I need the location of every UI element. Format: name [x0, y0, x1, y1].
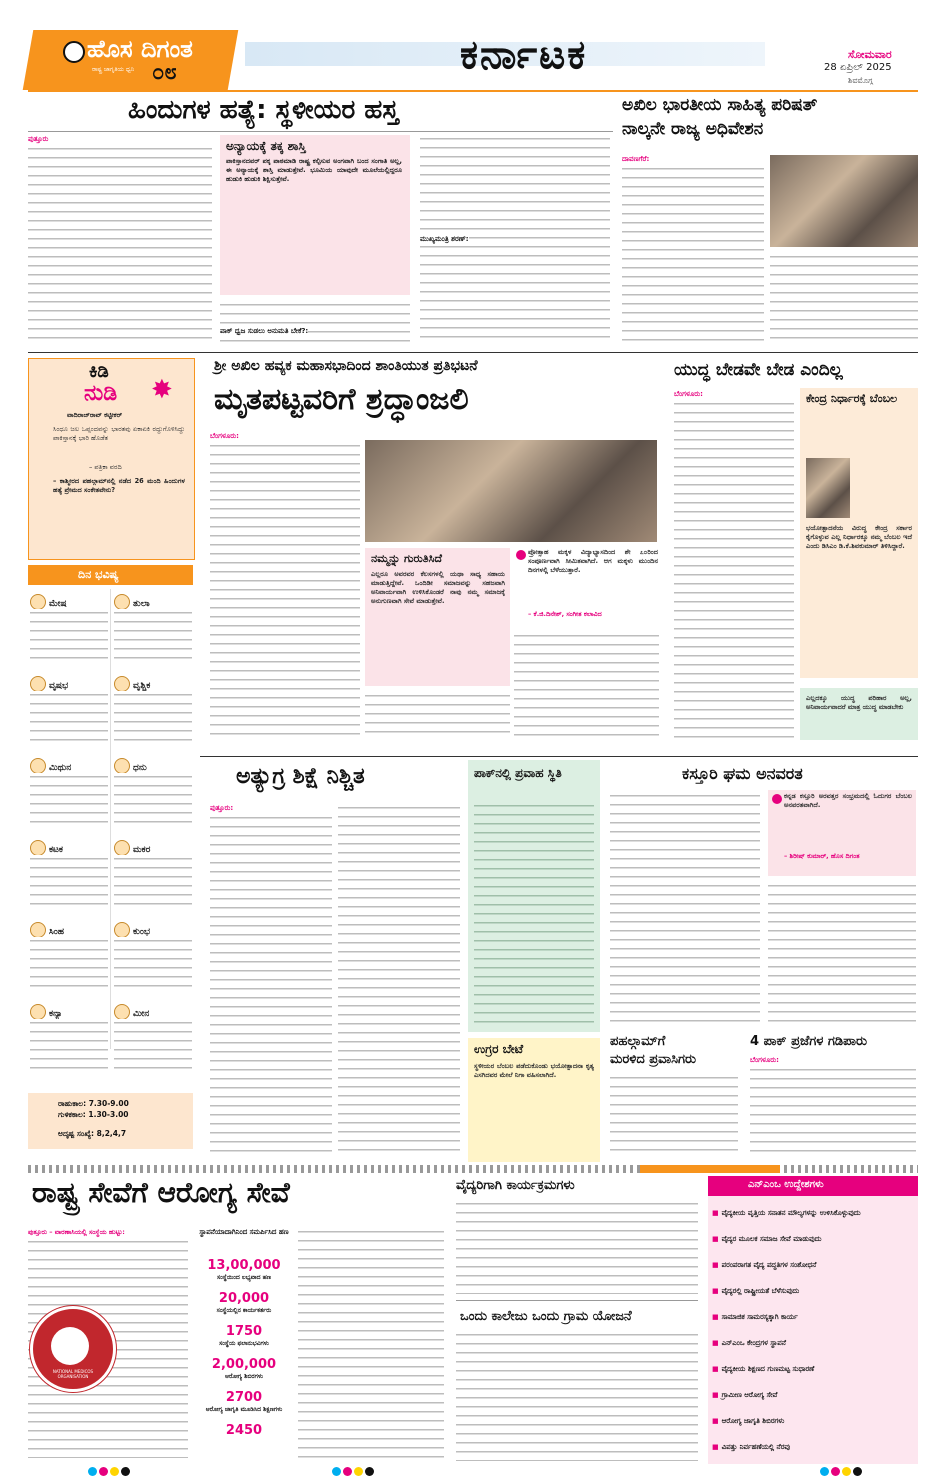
zodiac-icon — [30, 1004, 46, 1020]
row-divider-2 — [200, 756, 918, 757]
health-story — [28, 1176, 446, 1464]
village-title: ಒಂದು ಕಾಲೇಜು ಒಂದು ಗ್ರಾಮ ಯೋಜನೆ — [460, 1309, 632, 1324]
punishment-col-2 — [338, 804, 460, 1154]
zodiac-icon — [30, 840, 46, 856]
horoscope-times-box — [28, 1093, 193, 1149]
tribute-photo — [365, 440, 657, 542]
war-box-title: ಕೇಂದ್ರ ನಿರ್ಧಾರಕ್ಕೆ ಬೆಂಬಲ — [806, 392, 898, 405]
zodiac-icon — [30, 676, 46, 692]
horoscope-header — [28, 565, 193, 585]
stat-value: 2700 — [225, 1390, 263, 1405]
bullet-icon: ■ — [712, 1287, 719, 1295]
bullet-icon: ■ — [712, 1443, 719, 1451]
horoscope-sign — [30, 919, 108, 997]
logo-emblem-icon — [63, 41, 85, 63]
zodiac-icon — [114, 1004, 130, 1020]
yellow-dot-icon — [842, 1467, 851, 1476]
nmo-item — [712, 1330, 914, 1349]
lead-headline-rule — [28, 131, 613, 132]
kidi-punch: – ಕಾಶ್ಮೀರದ ಪಹಲ್ಗಾಮ್‌ನಲ್ಲಿ ನಡೆದ 26 ಮಂದಿ ಹಿಂದುಗಳ ಹತ್ಯೆ ಪ್ರೇಮದ ಸಂಕೇತವೇನು? — [53, 477, 185, 494]
horoscope-sign-label: ಕನ್ಯಾ — [49, 1009, 63, 1019]
kasturi-story — [606, 760, 918, 1030]
tourists-text — [610, 1074, 738, 1158]
logo-text: ಹೊಸ ದಿಗಂತ — [87, 35, 193, 63]
horoscope-text — [114, 937, 192, 993]
tourists-story — [606, 1034, 740, 1162]
row-divider-1 — [28, 352, 918, 353]
ugra-title: ಉಗ್ರರ ಬೇಟೆ — [474, 1042, 524, 1056]
parishat-byline: ದಾವಣಗೆರೆ: — [622, 155, 650, 163]
four-pak-text — [750, 1066, 916, 1158]
day: ಸೋಮವಾರ — [848, 48, 892, 61]
tribute-col-1 — [210, 442, 360, 740]
war-box-text: ಭಯೋತ್ಪಾದನೆಯ ವಿರುದ್ಧ ಕೇಂದ್ರ ಸರ್ಕಾರ ಕೈಗೊಳ್ಳುವ ಎಲ್ಲ ನಿರ್ಧಾರಕ್ಕೂ ನಮ್ಮ ಬೆಂಬಲ ಇದೆ ಎಂದು ಡಿಸಿಎಂ ಡಿ.ಕೆ.ಶಿವಕುಮಾರ್ ತಿಳಿಸಿದ್ದಾರೆ. — [806, 524, 912, 550]
divider-accent-orange — [640, 1165, 780, 1173]
lead-col-2 — [220, 301, 410, 345]
stat-label: ಆರೋಗ್ಯ ಶಿಬಿರಗಳು — [225, 1373, 263, 1380]
horoscope-sign-label: ಧನು — [133, 763, 147, 773]
bullet-icon: ■ — [712, 1339, 719, 1347]
stat-value: 1750 — [225, 1324, 263, 1339]
tribute-kicker: ಶ್ರೀ ಅಖಿಲ ಹವ್ಯಕ ಮಹಾಸಭಾದಿಂದ ಶಾಂತಿಯುತ ಪ್ರತಿಭಟನೆ — [214, 358, 478, 374]
horoscope-sign — [30, 837, 108, 915]
tribute-quote2-text: ಪ್ರೋತ್ಸಾಹ ಮಕ್ಕಳ ವಿದ್ಯಾಭ್ಯಾಸದಿಂದ ಶೇ ೭೦ರಿಂದ ಸಂಪೂರ್ಣವಾಗಿ ಸೀಮಿತವಾಗಿದೆ. ಆಗ ಮಕ್ಕಳು ಮುಂದಿನ ದಿನಗಳಲ್ಲಿ ಬೆಳೆಯುತ್ತಾರೆ. — [528, 548, 658, 574]
four-pak-headline: 4 ಪಾಕ್ ಪ್ರಜೆಗಳ ಗಡಿಪಾರು — [750, 1034, 868, 1049]
horoscope-text — [114, 1019, 192, 1075]
horoscope-sign-label: ಕುಂಭ — [133, 927, 151, 937]
war-note — [800, 688, 918, 740]
magenta-dot-icon — [343, 1467, 352, 1476]
horoscope-sign — [30, 673, 108, 751]
horoscope-sign — [114, 919, 192, 997]
logo-tagline: ರಾಷ್ಟ್ರ ಜಾಗೃತಿಯ ಧ್ವನಿ — [92, 66, 135, 73]
horoscope-text — [114, 609, 192, 665]
lead-subhead-1: ಮುಖ್ಯಮಂತ್ರಿ ಶರಣ್: — [420, 235, 469, 243]
nmo-item — [712, 1226, 914, 1245]
health-col-3 — [298, 1228, 444, 1458]
spark-icon: ✸ — [151, 375, 173, 405]
bullet-icon: ■ — [712, 1365, 719, 1373]
nmo-title: ಎನ್‌ಎಂಒ ಉದ್ದೇಶಗಳು — [748, 1179, 824, 1190]
nmo-logo-text: NATIONAL MEDICOS ORGANISATION — [52, 1369, 94, 1379]
nmo-box — [708, 1176, 918, 1464]
horoscope-text — [30, 691, 108, 747]
tribute-col-3 — [514, 632, 659, 740]
nmo-item-text: ಎನ್‌ಎಂಒ ಕೇಂದ್ರಗಳ ಸ್ಥಾಪನೆ — [721, 1339, 786, 1347]
horoscope-text — [114, 855, 192, 911]
kidi-text: ಸಿಂಧೂ ಜಲ ಒಪ್ಪಂದವನ್ನು ಭಾರತವು ಏಕಾಏಕಿ ರದ್ದುಗೊಳಿಸಿದ್ದು ಪಾಕಿಸ್ತಾನಕ್ಕೆ ಭಾರಿ ಹೊಡೆತ — [53, 425, 185, 442]
tribute-quote2-box — [514, 548, 659, 626]
programs-title: ವೈದ್ಯರಿಗಾಗಿ ಕಾರ್ಯಕ್ರಮಗಳು — [456, 1178, 575, 1193]
kidi-author: ವಾದಿರಾಜ್‌ರಾವ್ ಕಟ್ಟೀಕರ್ — [67, 411, 123, 419]
zodiac-icon — [30, 758, 46, 774]
four-pak-story — [746, 1034, 918, 1162]
tribute-quote2-author: – ಕೆ.ಜಿ.ದಿನೇಶ್, ಸಂಗೀತ ಕಲಾವಿದ — [528, 610, 602, 618]
stat-label: ಆರೋಗ್ಯ ಜಾಗೃತಿ ಮೂಡಿಸಿದ ಶಿಕ್ಷಣಗಳು — [205, 1406, 283, 1413]
masthead — [0, 0, 945, 92]
kasturi-quote-author: – ಶಿರೀಷ್ ಕುಮಾರ್, ಹೊಸ ದಿಗಂತ — [784, 852, 860, 860]
war-col-1 — [674, 400, 794, 740]
village-text — [456, 1331, 698, 1461]
nmo-list — [712, 1200, 914, 1462]
stat-value: 2450 — [225, 1423, 263, 1438]
tribute-quote-box — [365, 548, 510, 686]
lead-col-1 — [28, 145, 212, 345]
zodiac-icon — [114, 922, 130, 938]
pak-flood-text — [474, 802, 594, 1024]
health-stats — [194, 1228, 294, 1460]
parishat-headline-1: ಅಖಿಲ ಭಾರತೀಯ ಸಾಹಿತ್ಯ ಪರಿಷತ್ — [622, 95, 818, 115]
bullet-icon: ■ — [712, 1261, 719, 1269]
war-headline: ಯುದ್ಧ ಬೇಡವೇ ಬೇಡ ಎಂದಿಲ್ಲ — [674, 360, 843, 380]
ugra-box — [468, 1038, 600, 1162]
horoscope-sign-label: ವೃಶ್ಚಿಕ — [133, 681, 151, 691]
tribute-quote-text: ಎಲ್ಲರೂ ಅವರವರ ಕೆಲಸಗಳಲ್ಲಿ ಯಥಾ ಸಾಧ್ಯ ಸಹಾಯ ಮಾಡುತ್ತಿದ್ದೇವೆ. ಒಂದಿಡೀ ಸಮಾಜವನ್ನು ಸಹಜವಾಗಿ ಅನಿವಾರ್ಯವಾಗಿ ಉಳಿಸಿಕೊಂಡರೆ ನಾವು ನಮ್ಮ ಸಮಾಜಕ್ಕೆ ಅನುಗುಣವಾಗಿ ಸೇವೆ ಮಾಡುತ್ತೇವೆ. — [371, 570, 505, 605]
programs-text — [456, 1200, 698, 1294]
punishment-story — [200, 760, 462, 1162]
section-divider-bar — [28, 1165, 918, 1173]
magenta-dot-icon — [99, 1467, 108, 1476]
section-title: ಕರ್ನಾಟಕ — [460, 32, 588, 78]
yellow-dot-icon — [354, 1467, 363, 1476]
parishat-headline-2: ನಾಲ್ಕನೇ ರಾಜ್ಯ ಅಧಿವೇಶನ — [622, 119, 764, 139]
nmo-item — [712, 1278, 914, 1297]
black-dot-icon — [121, 1467, 130, 1476]
horoscope-sign — [114, 1001, 192, 1079]
village-box — [456, 1300, 698, 1465]
programs-story — [452, 1176, 702, 1464]
nmo-item-text: ವೈದ್ಯರಲ್ಲಿ ರಾಷ್ಟ್ರೀಯತೆ ಬೆಳೆಸುವುದು — [721, 1287, 800, 1295]
horoscope-text — [114, 691, 192, 747]
tribute-col-2 — [365, 692, 510, 740]
war-box — [800, 388, 918, 678]
war-story — [670, 358, 918, 750]
stat-value: 2,00,000 — [211, 1357, 277, 1372]
zodiac-icon — [114, 594, 130, 610]
lead-quote-box — [220, 135, 410, 295]
kasturi-headline: ಕಸ್ತೂರಿ ಘಮ ಅನವರತ — [682, 764, 803, 783]
tribute-headline: ಮೃತಪಟ್ಟವರಿಗೆ ಶ್ರದ್ಧಾಂಜಲಿ — [214, 382, 469, 417]
nmo-item — [712, 1408, 914, 1427]
nmo-item — [712, 1382, 914, 1401]
lead-story — [28, 95, 613, 350]
masthead-rule — [28, 90, 918, 92]
pak-flood-box — [468, 760, 600, 1032]
horoscope-sign-label: ಕಟಕ — [49, 845, 63, 855]
nmo-item — [712, 1304, 914, 1323]
zodiac-icon — [114, 840, 130, 856]
nmo-header — [708, 1176, 918, 1196]
nmo-item-text: ವಿಪತ್ತು ನಿರ್ವಹಣೆಯಲ್ಲಿ ನೆರವು — [721, 1443, 791, 1451]
bullet-icon: ■ — [712, 1209, 719, 1217]
kidi-subtext: – ಪತ್ರಿಕಾ ವರದಿ — [89, 463, 122, 471]
nmo-item-text: ಪರಂಪರಾಗತ ವೈದ್ಯ ಪದ್ಧತಿಗಳ ಸಂಶೋಧನೆ — [721, 1261, 817, 1269]
nmo-item — [712, 1252, 914, 1271]
zodiac-icon — [114, 758, 130, 774]
bullet-icon: ■ — [712, 1235, 719, 1243]
nmo-item-text: ವೈದ್ಯರ ಮೂಲಕ ಸಮಾಜ ಸೇವೆ ಮಾಡುವುದು — [721, 1235, 822, 1243]
horoscope-sign — [30, 755, 108, 833]
horoscope-sign-label: ಮೇಷ — [49, 599, 67, 609]
war-box-photo — [806, 458, 850, 518]
nmo-item-text: ವೈದ್ಯಕೀಯ ವೃತ್ತಿಯ ಸನಾತನ ಮೌಲ್ಯಗಳನ್ನು ಉಳಿಸಿಕೊಳ್ಳುವುದು — [721, 1209, 861, 1217]
lead-subhead-2: ಪಾಕ್ ಧ್ವಜ ಸುಡಲು ಅನುಮತಿ ಬೇಕೆ?: — [220, 327, 309, 335]
lead-quote-title: ಅನ್ಯಾಯಕ್ಕೆ ತಕ್ಕ ಶಾಸ್ತಿ — [226, 139, 306, 153]
gulika-kala: ಗುಳಿಕಕಾಲ: 1.30-3.00 — [58, 1110, 129, 1119]
nmo-logo — [30, 1306, 116, 1392]
kasturi-quote-box — [768, 790, 916, 876]
horoscope-sign — [114, 837, 192, 915]
horoscope-text — [30, 855, 108, 911]
punishment-headline: ಅತ್ಯುಗ್ರ ಶಿಕ್ಷೆ ನಿಶ್ಚಿತ — [236, 764, 365, 789]
kasturi-quote-text: ಕನ್ನಡ ಕಸ್ತೂರಿ ಅರವತ್ತರ ಸಂಭ್ರಮದಲ್ಲಿ ಓದುಗರ ಬೆಂಬಲ ಅನವರತವಾಗಿದೆ. — [784, 792, 912, 809]
horoscope-text — [114, 773, 192, 829]
tourists-headline-1: ಪಹಲ್ಗಾಮ್‌ಗೆ — [610, 1034, 666, 1049]
zodiac-icon — [30, 922, 46, 938]
nmo-item-text: ಆರೋಗ್ಯ ಜಾಗೃತಿ ಶಿಬಿರಗಳು — [721, 1417, 785, 1425]
horoscope-sign-label: ವೃಷಭ — [49, 681, 69, 691]
yellow-dot-icon — [110, 1467, 119, 1476]
zodiac-icon — [114, 676, 130, 692]
logo — [55, 33, 235, 67]
health-headline: ರಾಷ್ಟ್ರ ಸೇವೆಗೆ ಆರೋಗ್ಯ ಸೇವೆ — [32, 1176, 290, 1209]
city: ಶಿವಮೊಗ್ಗ — [848, 76, 873, 85]
health-byline: ಪುತ್ತೂರು – ವಾರಣಾಸಿಯಲ್ಲಿ ಸಂಸ್ಥೆಯ ಹುಟ್ಟು: — [28, 1228, 125, 1236]
magenta-dot-icon — [831, 1467, 840, 1476]
horoscope-sign — [114, 673, 192, 751]
stat-value: 20,000 — [218, 1291, 270, 1306]
black-dot-icon — [853, 1467, 862, 1476]
war-note-text: ಎಲ್ಲದಕ್ಕೂ ಯುದ್ಧ ಪರಿಹಾರ ಅಲ್ಲ, ಅನಿವಾರ್ಯವಾದರೆ ಮಾತ್ರ ಯುದ್ಧ ಮಾಡಬೇಕು — [806, 694, 912, 711]
horoscope-text — [30, 937, 108, 993]
stat-label: ಸಂಸ್ಥೆಯಲ್ಲಿನ ಕಾರ್ಯಕರ್ತರು — [216, 1307, 272, 1314]
quote-mark-icon — [516, 550, 526, 560]
horoscope-sign-label: ಮೀನ — [133, 1009, 150, 1019]
ugra-text: ಸ್ಥಳೀಯರ ಬೆಂಬಲ ಪಡೆದುಕೊಂಡು ಭಯೋತ್ಪಾದನಾ ಕೃತ್ಯ ಎಸಗಿದವರ ಮೇಲೆ ನಿಗಾ ವಹಿಸಲಾಗಿದೆ. — [474, 1062, 594, 1079]
parishat-col-2 — [770, 253, 918, 345]
black-dot-icon — [365, 1467, 374, 1476]
cyan-dot-icon — [332, 1467, 341, 1476]
parishat-photo — [770, 155, 918, 247]
horoscope-sign-label: ಮಿಥುನ — [49, 763, 72, 773]
date: 28 ಏಪ್ರಿಲ್ 2025 — [824, 62, 892, 73]
nmo-item-text: ಗ್ರಾಮೀಣ ಆರೋಗ್ಯ ಸೇವೆ — [721, 1391, 778, 1399]
horoscope-sign-label: ಮಕರ — [133, 845, 151, 855]
four-pak-byline: ಬೆಂಗಳೂರು: — [750, 1056, 779, 1064]
tribute-quote-title: ನಮ್ಮನ್ನು ಗುರುತಿಸಿದೆ — [371, 552, 442, 565]
lead-byline: ಪುತ್ತೂರು — [28, 135, 49, 143]
kasturi-quote-icon — [772, 794, 782, 804]
zodiac-icon — [30, 594, 46, 610]
health-stats-title: ಸ್ಥಾಪನೆಯಾದಾಗಿನಿಂದ ಸಮರ್ಪಿಸಿದ ಹಣ — [199, 1228, 289, 1236]
horoscope — [28, 565, 193, 1162]
bullet-icon: ■ — [712, 1313, 719, 1321]
horoscope-grid — [28, 591, 193, 1051]
tribute-byline: ಬೆಂಗಳೂರು: — [210, 432, 239, 440]
lead-headline: ಹಿಂದುಗಳ ಹತ್ಯೆ: ಸ್ಥಳೀಯರ ಹಸ್ತ — [128, 95, 399, 125]
stat-value: 13,00,000 — [207, 1258, 281, 1273]
parishat-story — [622, 95, 918, 350]
horoscope-title: ದಿನ ಭವಿಷ್ಯ — [78, 568, 119, 581]
horoscope-text — [30, 773, 108, 829]
war-byline: ಬೆಂಗಳೂರು: — [674, 390, 703, 398]
kidi-nudi-box — [28, 358, 195, 560]
kasturi-col-2 — [768, 882, 916, 1024]
health-stats-list — [194, 1258, 294, 1458]
kasturi-col-1 — [610, 792, 760, 1024]
nmo-item — [712, 1434, 914, 1453]
lucky-number: ಅದೃಷ್ಟ ಸಂಖ್ಯೆ: 8,2,4,7 — [58, 1129, 127, 1138]
horoscope-sign — [114, 755, 192, 833]
punishment-byline: ಪುತ್ತೂರು: — [210, 804, 234, 812]
lead-quote-text: ಪಾಕಿಸ್ತಾನದವರ್ ಪಕ್ಕ ಪಾಠಮಾಡಿ ರಾಷ್ಟ್ರ ಕಲ್ಪಿಸುವ ಅಂಗವಾಗಿ ಬಂದ ಸಂಗಾತಿ ಅಲ್ಲ, ಈ ಅನ್ಯಾಯಕ್ಕೆ ಶಾಸ್ತಿ ಮಾಡುತ್ತೇವೆ. ಭೂಮಿಯ ಯಾವುದೇ ಮೂಲೆಯಲ್ಲಿದ್ದರೂ ಹುಡುಕಿ ಹುಡುಕಿ ಶಿಕ್ಷಿಸುತ್ತೇವೆ. — [226, 157, 402, 183]
bullet-icon: ■ — [712, 1417, 719, 1425]
nmo-logo-inner — [51, 1327, 89, 1365]
punishment-col-1 — [210, 814, 332, 1154]
cyan-dot-icon — [820, 1467, 829, 1476]
page-number: ೦೮ — [152, 60, 177, 85]
stat-label: ಸಂಸ್ಥೆಯ ಫಲಾನುಭವಿಗಳು — [219, 1340, 269, 1347]
horoscope-text — [30, 1019, 108, 1075]
pak-flood-title: ಪಾಕ್‌ನಲ್ಲಿ ಪ್ರವಾಹ ಸ್ಥಿತಿ — [474, 766, 562, 780]
nmo-item — [712, 1356, 914, 1375]
parishat-col-1 — [622, 165, 764, 345]
nmo-item-text: ವೈದ್ಯಕೀಯ ಶಿಕ್ಷಣದ ಗುಣಮಟ್ಟ ಸುಧಾರಣೆ — [721, 1365, 815, 1373]
stat-label: ಸಂಸ್ಥೆಯಿಂದ ಲಭ್ಯವಾದ ಹಣ — [216, 1274, 272, 1281]
kidi-title-2: ನುಡಿ — [84, 381, 118, 406]
horoscope-sign-label: ಸಿಂಹ — [49, 927, 65, 937]
nmo-item-text: ಸಾಮಾಜಿಕ ಸಾಮರಸ್ಯಕ್ಕಾಗಿ ಕಾರ್ಯ — [721, 1313, 798, 1321]
rahu-kala: ರಾಹುಕಾಲ: 7.30-9.00 — [58, 1099, 129, 1108]
horoscope-text — [30, 609, 108, 665]
tourists-headline-2: ಮರಳಿದ ಪ್ರವಾಸಿಗರು — [610, 1052, 697, 1067]
horoscope-sign-label: ತುಲಾ — [133, 599, 150, 609]
cyan-dot-icon — [88, 1467, 97, 1476]
tribute-story — [200, 358, 663, 750]
kidi-title-1: ಕಿಡಿ — [89, 361, 109, 382]
nmo-item — [712, 1200, 914, 1219]
horoscope-sign — [114, 591, 192, 669]
horoscope-sign — [30, 591, 108, 669]
horoscope-sign — [30, 1001, 108, 1079]
bullet-icon: ■ — [712, 1391, 719, 1399]
